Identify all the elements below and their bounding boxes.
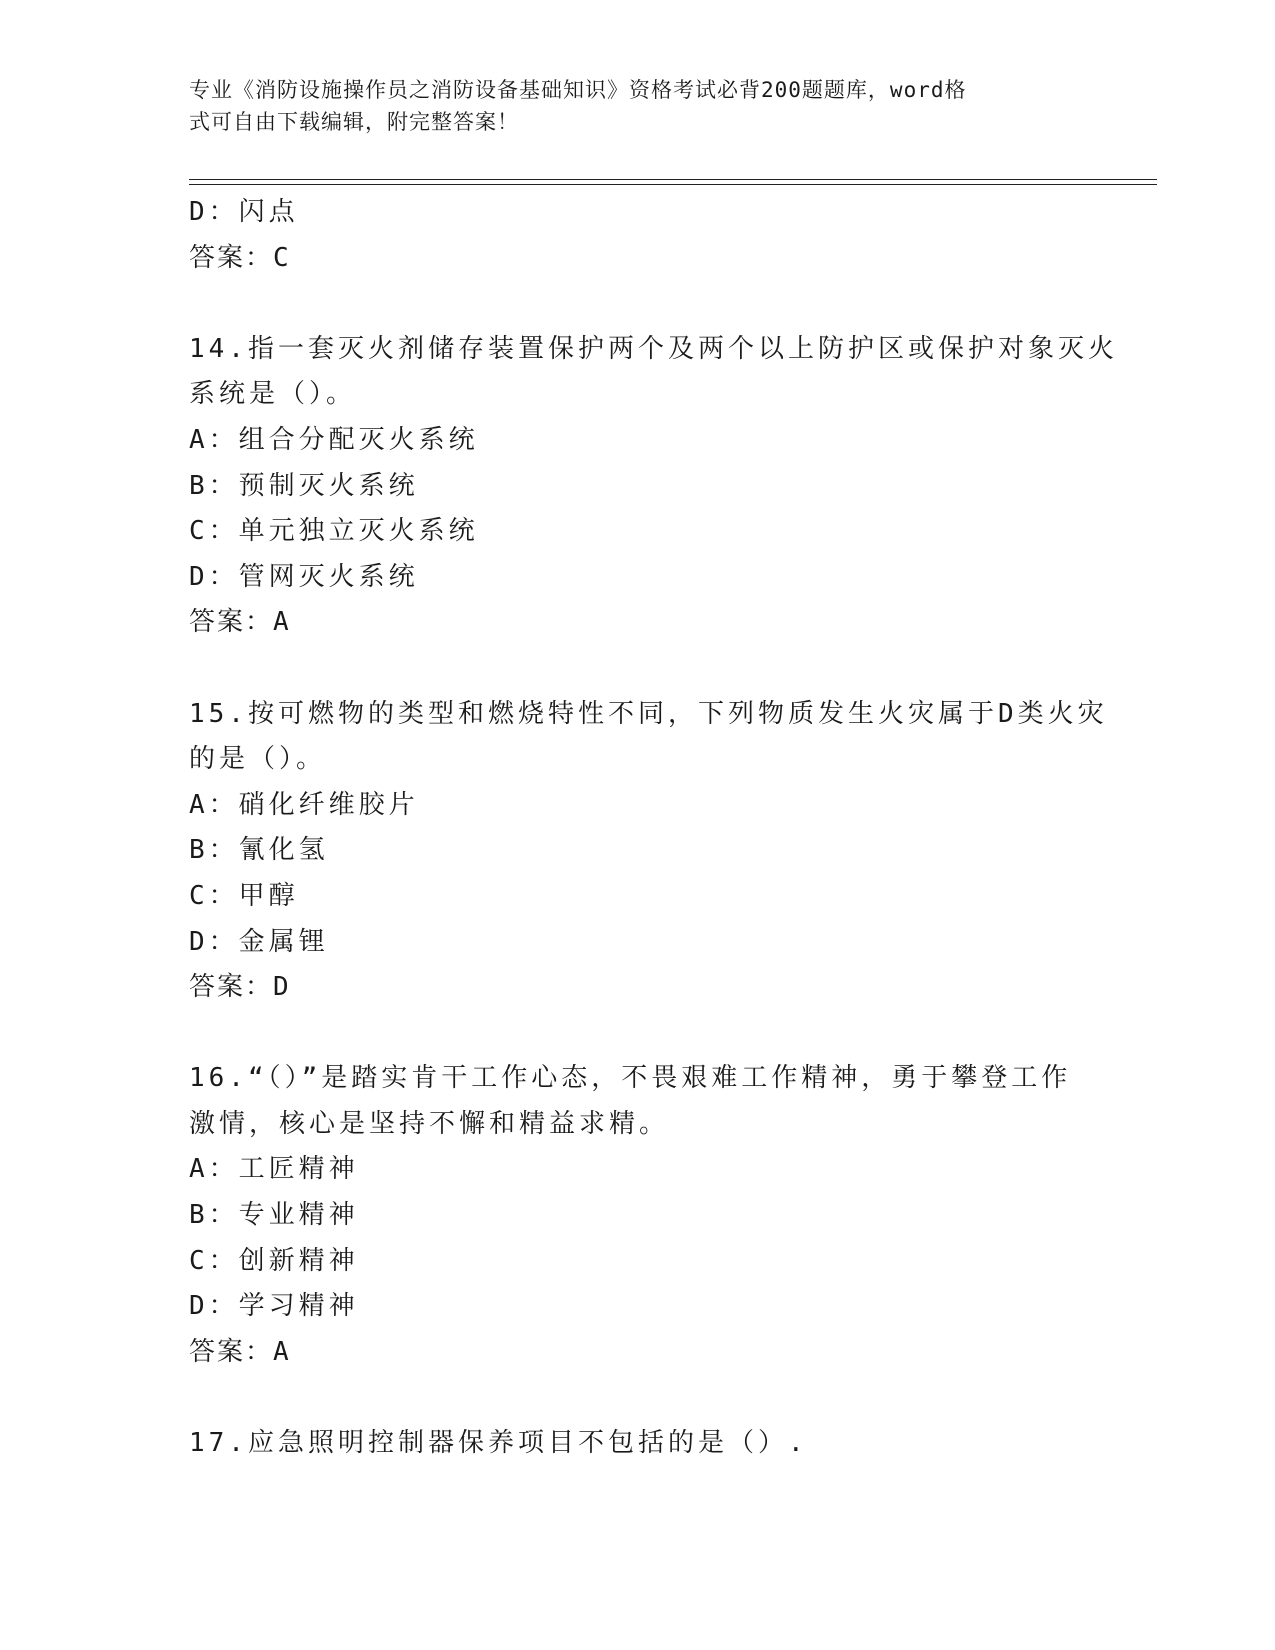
option-d: D：管网灭火系统 <box>189 561 419 592</box>
answer: 答案：A <box>189 1336 291 1367</box>
prev-answer: 答案：C <box>189 242 291 273</box>
spacer <box>189 1375 1089 1421</box>
option-b: B：专业精神 <box>189 1200 359 1231</box>
option-c: C：甲醇 <box>189 880 299 911</box>
header-line-1: 专业《消防设施操作员之消防设备基础知识》资格考试必背200题题库，word格 <box>189 78 967 102</box>
option-d: D：学习精神 <box>189 1291 359 1322</box>
answer: 答案：A <box>189 607 291 638</box>
option-b: B：氰化氢 <box>189 835 329 866</box>
option-a: A：硝化纤维胶片 <box>189 789 419 820</box>
option-b: B：预制灭火系统 <box>189 470 419 501</box>
question-17 <box>189 1421 1089 1467</box>
option-c: C：单元独立灭火系统 <box>189 516 479 547</box>
spacer <box>189 646 1089 692</box>
question-stem: 15.按可燃物的类型和燃烧特性不同，下列物质发生火灾属于D类火灾 <box>189 698 1108 729</box>
option-c: C：创新精神 <box>189 1245 359 1276</box>
option-a: A：工匠精神 <box>189 1154 359 1185</box>
question-stem: 激情，核心是坚持不懈和精益求精。 <box>189 1108 670 1139</box>
header-rule-bottom <box>189 184 1157 185</box>
question-stem: 16.“（）”是踏实肯干工作心态，不畏艰难工作精神，勇于攀登工作 <box>189 1063 1072 1094</box>
option-d: D：金属锂 <box>189 926 329 957</box>
question-content <box>189 190 1118 1467</box>
question-14 <box>189 327 1118 646</box>
question-stem: 14.指一套灭火剂储存装置保护两个及两个以上防护区或保护对象灭火 <box>189 333 1118 364</box>
header-line-2: 式可自由下载编辑，附完整答案！ <box>189 110 519 134</box>
header-rule-top <box>189 179 1157 180</box>
answer: 答案：D <box>189 972 291 1003</box>
question-stem: 系统是（）。 <box>189 379 357 410</box>
spacer <box>189 1011 1089 1057</box>
spacer <box>189 281 1089 327</box>
option-a: A：组合分配灭火系统 <box>189 424 479 455</box>
question-16 <box>189 1056 1089 1375</box>
question-15 <box>189 692 1108 1011</box>
document-header <box>189 74 1089 138</box>
question-stem: 的是（）。 <box>189 744 327 775</box>
prev-option-d: D：闪点 <box>189 197 299 227</box>
question-stem: 17.应急照明控制器保养项目不包括的是（）. <box>189 1428 808 1459</box>
